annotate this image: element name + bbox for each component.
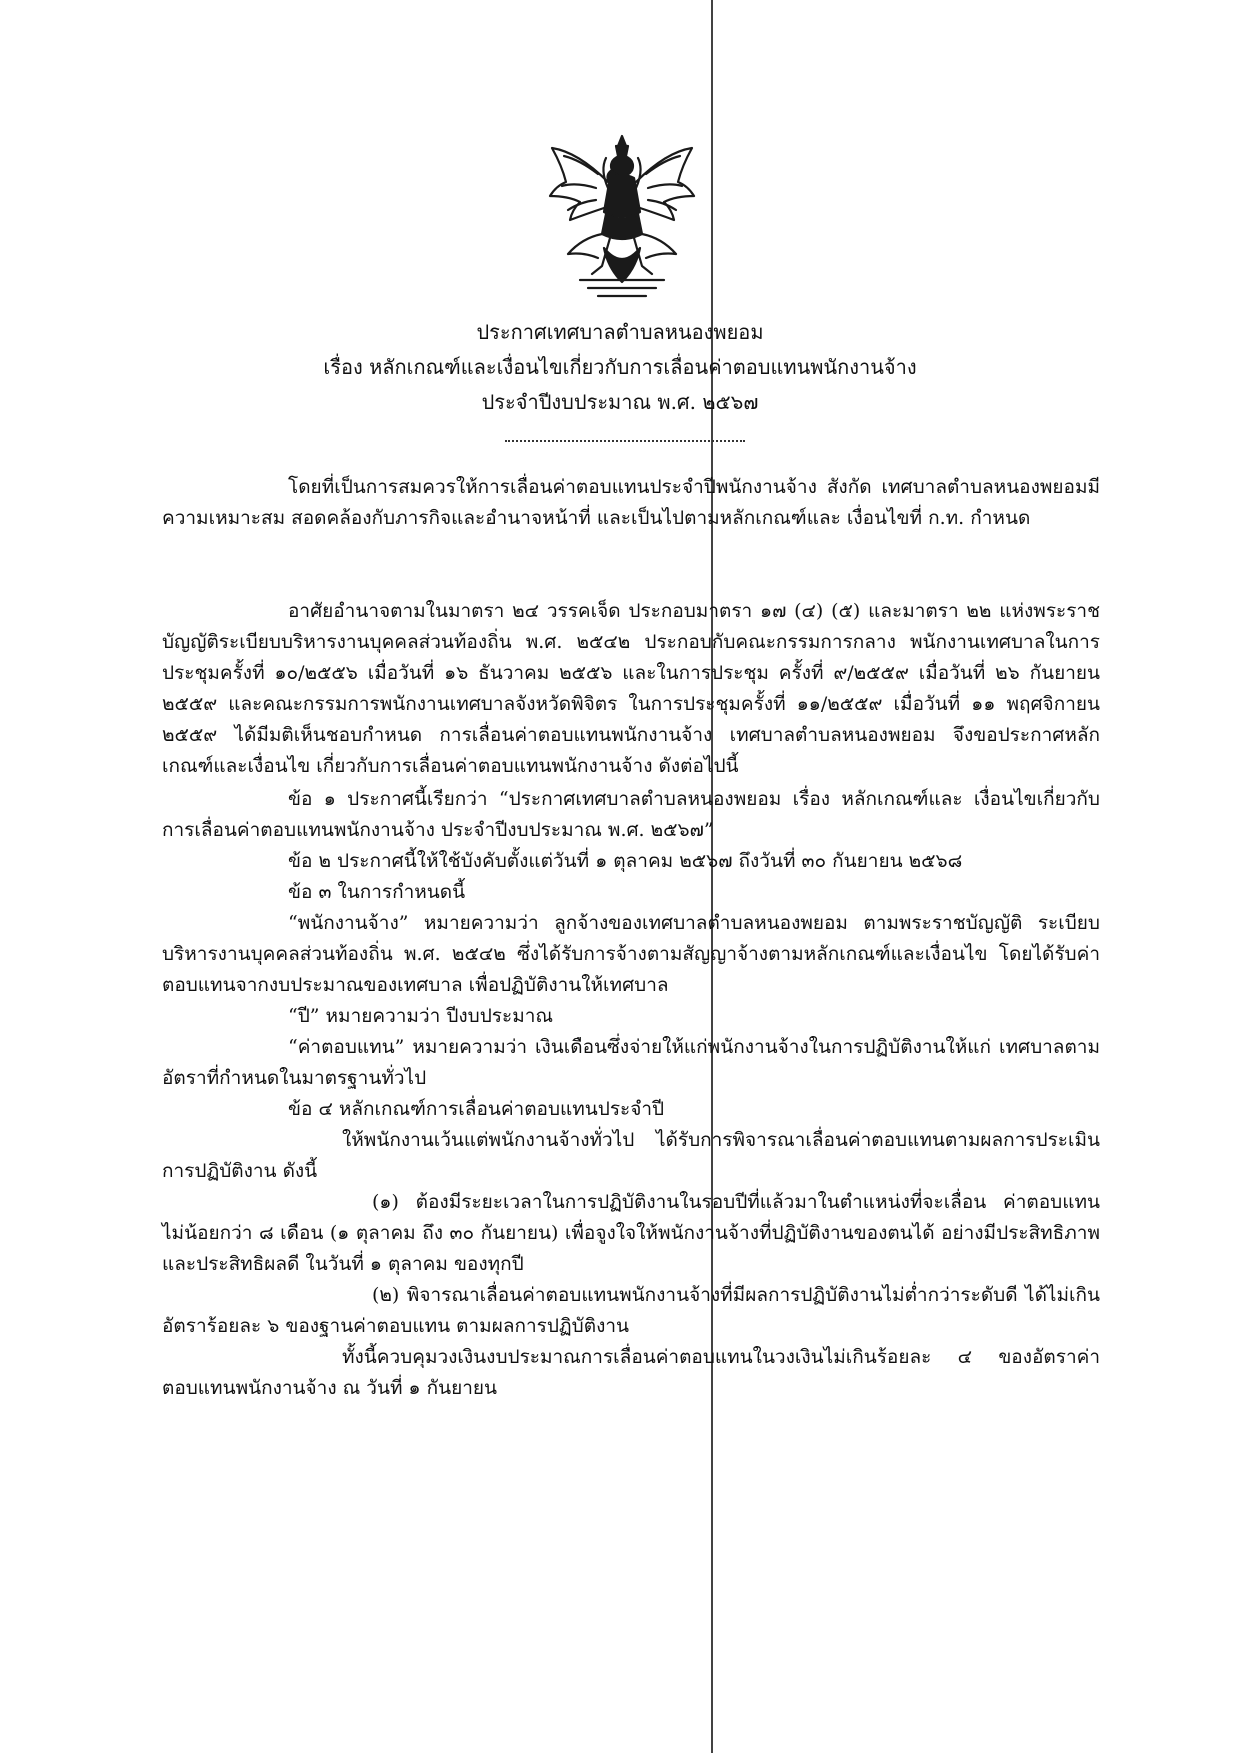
clause-1: ข้อ ๑ ประกาศนี้เรียกว่า “ประกาศเทศบาลตำบลหนองพยอม เรื่อง หลักเกณฑ์และ เงื่อนไขเกี่ยวกับการเลื่อนค่าตอบแทนพนักงานจ้าง ประจำปีงบประมาณ พ.ศ. ๒๕๖๗” xyxy=(162,788,1100,841)
preamble-paragraph xyxy=(162,472,1100,534)
clause-4-intro: ให้พนักงานเว้นแต่พนักงานจ้างทั่วไป ได้รับการพิจารณาเลื่อนค่าตอบแทนตามผลการประเมินการปฏิบัติงาน ดังนี้ xyxy=(162,1129,1100,1182)
clauses xyxy=(162,784,1100,1404)
garuda-emblem-icon xyxy=(540,130,705,310)
clause-4-item-1: (๑) ต้องมีระยะเวลาในการปฏิบัติงานในรอบปีที่แล้วมาในตำแหน่งที่จะเลื่อน ค่าตอบแทนไม่น้อยกว่า ๘ เดือน (๑ ตุลาคม ถึง ๓๐ กันยายน) เพื่อจูงใจให้พนักงานจ้างที่ปฏิบัติงานของตนได้ อย่างมีประสิทธิภาพและประสิทธิผลดี ในวันที่ ๑ ตุลาคม ของทุกปี xyxy=(162,1191,1100,1275)
announcement-fiscal-year: ประจำปีงบประมาณ พ.ศ. ๒๕๖๗ xyxy=(481,390,759,414)
paragraph-preamble: โดยที่เป็นการสมควรให้การเลื่อนค่าตอบแทนประจำปีพนักงานจ้าง สังกัด เทศบาลตำบลหนองพยอมมีความเหมาะสม สอดคล้องกับภารกิจและอำนาจหน้าที่ และเป็นไปตามหลักเกณฑ์และ เงื่อนไขที่ ก.ท. กำหนด xyxy=(162,476,1100,529)
clause-2: ข้อ ๒ ประกาศนี้ให้ใช้บังคับตั้งแต่วันที่ ๑ ตุลาคม ๒๕๖๗ ถึงวันที่ ๓๐ กันยายน ๒๕๖๘ xyxy=(288,850,963,872)
dotted-divider xyxy=(505,440,745,442)
definition-compensation: “ค่าตอบแทน” หมายความว่า เงินเดือนซึ่งจ่ายให้แก่พนักงานจ้างในการปฏิบัติงานให้แก่ เทศบาลตามอัตราที่กำหนดในมาตรฐานทั่วไป xyxy=(162,1036,1100,1089)
announcement-title: ประกาศเทศบาลตำบลหนองพยอม xyxy=(476,320,764,344)
clause-4-item-2: (๒) พิจารณาเลื่อนค่าตอบแทนพนักงานจ้างที่มีผลการปฏิบัติงานไม่ต่ำกว่าระดับดี ได้ไม่เกินอัตราร้อยละ ๖ ของฐานค่าตอบแทน ตามผลการปฏิบัติงาน xyxy=(162,1284,1100,1337)
clause-3: ข้อ ๓ ในการกำหนดนี้ xyxy=(288,881,466,903)
clause-4: ข้อ ๔ หลักเกณฑ์การเลื่อนค่าตอบแทนประจำปี xyxy=(288,1098,665,1120)
definition-employee: “พนักงานจ้าง” หมายความว่า ลูกจ้างของเทศบาลตำบลหนองพยอม ตามพระราชบัญญัติ ระเบียบบริหารงานบุคคลส่วนท้องถิ่น พ.ศ. ๒๕๔๒ ซึ่งได้รับการจ้างตามสัญญาจ้างตามหลักเกณฑ์และเงื่อนไข โดยได้รับค่าตอบแทนจากงบประมาณของเทศบาล เพื่อปฏิบัติงานให้เทศบาล xyxy=(162,912,1100,996)
announcement-subject: เรื่อง หลักเกณฑ์และเงื่อนไขเกี่ยวกับการเลื่อนค่าตอบแทนพนักงานจ้าง xyxy=(323,355,917,379)
authority-paragraph xyxy=(162,596,1100,782)
definition-year: “ปี” หมายความว่า ปีงบประมาณ xyxy=(288,1005,554,1027)
clause-4-budget-limit: ทั้งนี้ควบคุมวงเงินงบประมาณการเลื่อนค่าตอบแทนในวงเงินไม่เกินร้อยละ ๔ ของอัตราค่าตอบแทนพนักงานจ้าง ณ วันที่ ๑ กันยายน xyxy=(162,1346,1100,1399)
paragraph-authority: อาศัยอำนาจตามในมาตรา ๒๔ วรรคเจ็ด ประกอบมาตรา ๑๗ (๔) (๕) และมาตรา ๒๒ แห่งพระราชบัญญัติระเบียบบริหารงานบุคคลส่วนท้องถิ่น พ.ศ. ๒๕๔๒ ประกอบกับคณะกรรมการกลาง พนักงานเทศบาลในการประชุมครั้งที่ ๑๐/๒๕๕๖ เมื่อวันที่ ๑๖ ธันวาคม ๒๕๕๖ และในการประชุม ครั้งที่ ๙/๒๕๕๙ เมื่อวันที่ ๒๖ กันยายน ๒๕๕๙ และคณะกรรมการพนักงานเทศบาลจังหวัดพิจิตร ในการประชุมครั้งที่ ๑๑/๒๕๕๙ เมื่อวันที่ ๑๑ พฤศจิกายน ๒๕๕๙ ได้มีมติเห็นชอบกำหนด การเลื่อนค่าตอบแทนพนักงานจ้าง เทศบาลตำบลหนองพยอม จึงขอประกาศหลักเกณฑ์และเงื่อนไข เกี่ยวกับการเลื่อนค่าตอบแทนพนักงานจ้าง ดังต่อไปนี้ xyxy=(162,600,1100,777)
